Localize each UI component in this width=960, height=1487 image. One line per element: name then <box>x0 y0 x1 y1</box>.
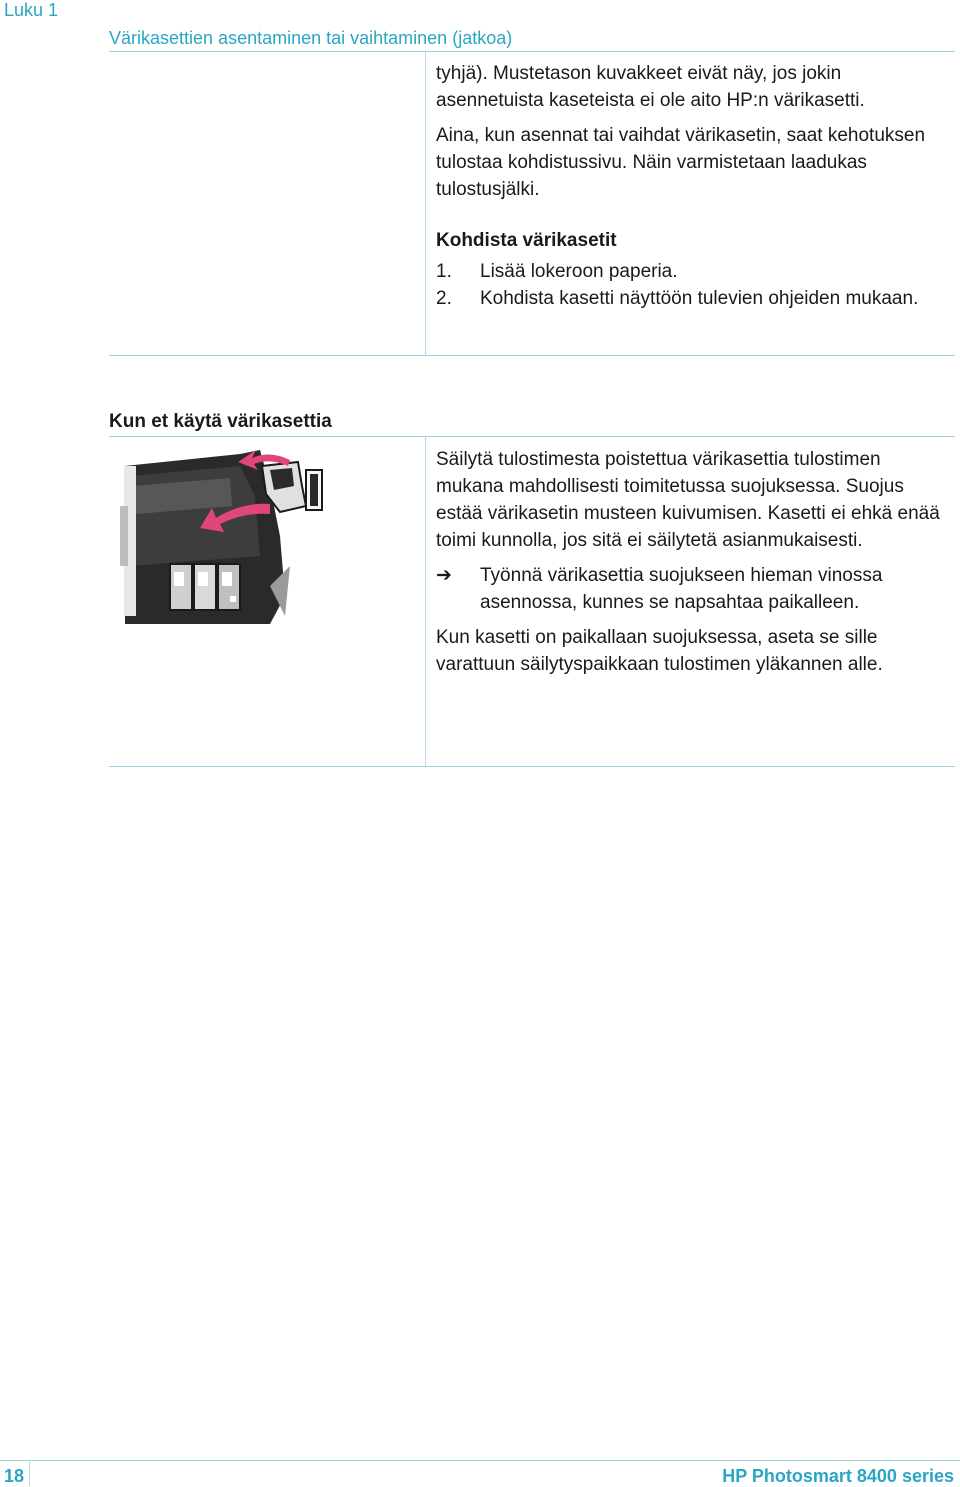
printer-cartridge-image <box>120 446 360 626</box>
storage-paragraph: Säilytä tulostimesta poistettua värikasettia tulostimen mukana mahdollisesti toimitetussa suojuksessa. Suojus estää värikasetin musteen kuivumisen. Kasetti ei ehkä enää toimi kunnolla, jos sitä ei säilytetä asianmukaisesti. <box>436 449 940 551</box>
step-number: 1. <box>436 261 452 282</box>
step-item <box>436 258 936 285</box>
cartridge-protector-illustration <box>120 446 360 626</box>
instruction-item <box>436 562 946 616</box>
instruction-text: Työnnä värikasettia suojukseen hieman vinossa asennossa, kunnes se napsahtaa paikalleen. <box>480 565 883 613</box>
section-title: Värikasettien asentaminen tai vaihtaminen (jatkoa) <box>109 28 513 48</box>
arrow-bullet-icon: ➔ <box>436 565 452 586</box>
section-rule <box>109 355 955 356</box>
alignment-paragraph: Aina, kun asennat tai vaihdat värikasetin, saat kehotuksen tulostaa kohdistussivu. Näin varmistetaan laadukas tulostusjälki. <box>436 125 926 200</box>
continuation-paragraph: tyhjä). Mustetason kuvakkeet eivät näy, jos jokin asennetuista kaseteista ei ole aito HP:n värikasetti. <box>436 63 865 111</box>
block1-content <box>436 60 936 312</box>
placement-paragraph: Kun kasetti on paikallaan suojuksessa, aseta se sille varattuun säilytyspaikkaan tulostimen yläkannen alle. <box>436 627 883 675</box>
header-rule <box>109 51 955 52</box>
footer-rule <box>0 1460 960 1461</box>
storage-heading: Kun et käytä värikasettia <box>109 411 332 432</box>
procedure-heading: Kohdista värikasetit <box>436 230 617 251</box>
step-text: Lisää lokeroon paperia. <box>480 261 678 282</box>
section-end-rule <box>109 766 955 767</box>
block2-content <box>436 446 946 686</box>
step-item <box>436 285 936 312</box>
column-divider <box>425 437 426 766</box>
step-number: 2. <box>436 288 452 309</box>
product-name: HP Photosmart 8400 series <box>722 1466 954 1486</box>
chapter-label: Luku 1 <box>4 0 59 20</box>
storage-rule <box>109 436 955 437</box>
column-divider <box>425 52 426 355</box>
step-text: Kohdista kasetti näyttöön tulevien ohjeiden mukaan. <box>480 288 919 309</box>
page-number: 18 <box>4 1466 25 1486</box>
footer-divider <box>29 1460 30 1486</box>
